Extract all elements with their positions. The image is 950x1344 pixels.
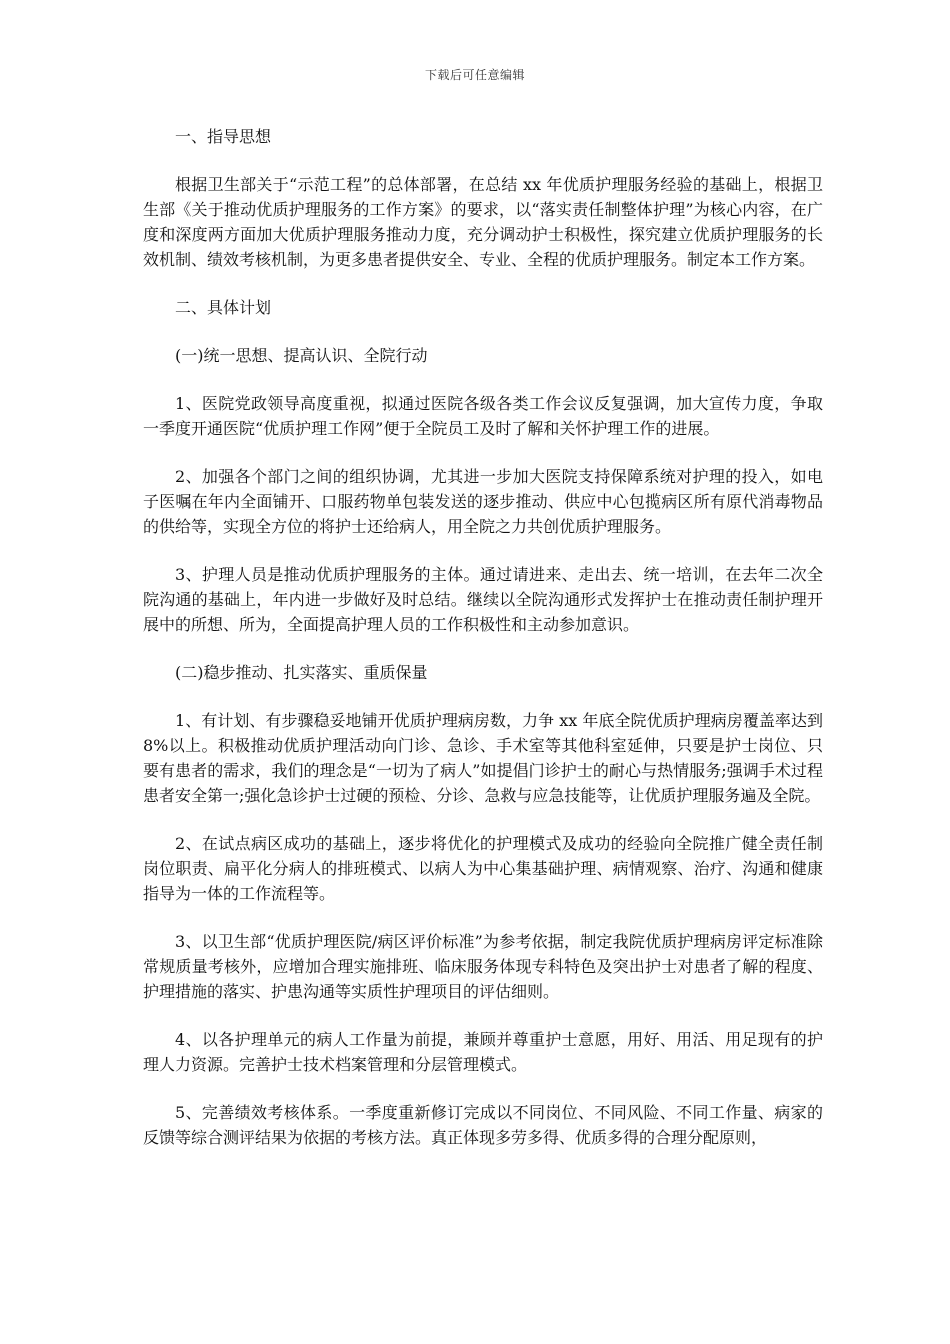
paragraph-guiding-ideology: 根据卫生部关于“示范工程”的总体部署，在总结 xx 年优质护理服务经验的基础上，根据卫生部《关于推动优质护理服务的工作方案》的要求，以“落实责任制整体护理”为核心内容，在广度和深度两方面加大优质护理服务推动力度，充分调动护士积极性，探究建立优质护理服务的长效机制、绩效考核机制，为更多患者提供安全、专业、全程的优质护理服务。制定本工作方案。 — [143, 175, 823, 269]
paragraph-1-3: 3、护理人员是推动优质护理服务的主体。通过请进来、走出去、统一培训，在去年二次全院沟通的基础上，年内进一步做好及时总结。继续以全院沟通形式发挥护士在推动责任制护理开展中的所想、所为，全面提高护理人员的工作积极性和主动参加意识。 — [143, 565, 823, 634]
paragraph-2-2: 2、在试点病区成功的基础上，逐步将优化的护理模式及成功的经验向全院推广健全责任制岗位职责、扁平化分病人的排班模式、以病人为中心集基础护理、病情观察、治疗、沟通和健康指导为一体的工作流程等。 — [143, 834, 823, 903]
section-heading-guiding-ideology: 一、指导思想 — [175, 127, 272, 146]
paragraph-1-1: 1、医院党政领导高度重视，拟通过医院各级各类工作会议反复强调，加大宣传力度，争取一季度开通医院“优质护理工作网”便于全院员工及时了解和关怀护理工作的进展。 — [143, 394, 823, 438]
paragraph-1-2: 2、加强各个部门之间的组织协调，尤其进一步加大医院支持保障系统对护理的投入，如电子医嘱在年内全面铺开、口服药物单包装发送的逐步推动、供应中心包揽病区所有原代消毒物品的供给等，实现全方位的将护士还给病人，用全院之力共创优质护理服务。 — [143, 467, 823, 536]
paragraph-2-3: 3、以卫生部“优质护理医院/病区评价标准”为参考依据，制定我院优质护理病房评定标准除常规质量考核外，应增加合理实施排班、临床服务体现专科特色及突出护士对患者了解的程度、护理措施的落实、护患沟通等实质性护理项目的评估细则。 — [143, 932, 823, 1001]
paragraph-2-1: 1、有计划、有步骤稳妥地铺开优质护理病房数，力争 xx 年底全院优质护理病房覆盖率达到 8%以上。积极推动优质护理活动向门诊、急诊、手术室等其他科室延伸，只要是护士岗位、只要有患者的需求，我们的理念是“一切为了病人”如提倡门诊护士的耐心与热情服务;强调手术过程患者安全第一;强化急诊护士过硬的预检、分诊、急救与应急技能等，让优质护理服务遍及全院。 — [143, 711, 823, 805]
subsection-heading-1: (一)统一思想、提高认识、全院行动 — [175, 346, 428, 365]
paragraph-2-5: 5、完善绩效考核体系。一季度重新修订完成以不同岗位、不同风险、不同工作量、病家的反馈等综合测评结果为依据的考核方法。真正体现多劳多得、优质多得的合理分配原则， — [143, 1103, 823, 1147]
header-note: 下载后可任意编辑 — [424, 68, 525, 82]
section-heading-specific-plan: 二、具体计划 — [175, 298, 272, 317]
document-body — [143, 124, 823, 1173]
subsection-heading-2: (二)稳步推动、扎实落实、重质保量 — [175, 663, 428, 682]
paragraph-2-4: 4、以各护理单元的病人工作量为前提，兼顾并尊重护士意愿，用好、用活、用足现有的护理人力资源。完善护士技术档案管理和分层管理模式。 — [143, 1030, 823, 1074]
